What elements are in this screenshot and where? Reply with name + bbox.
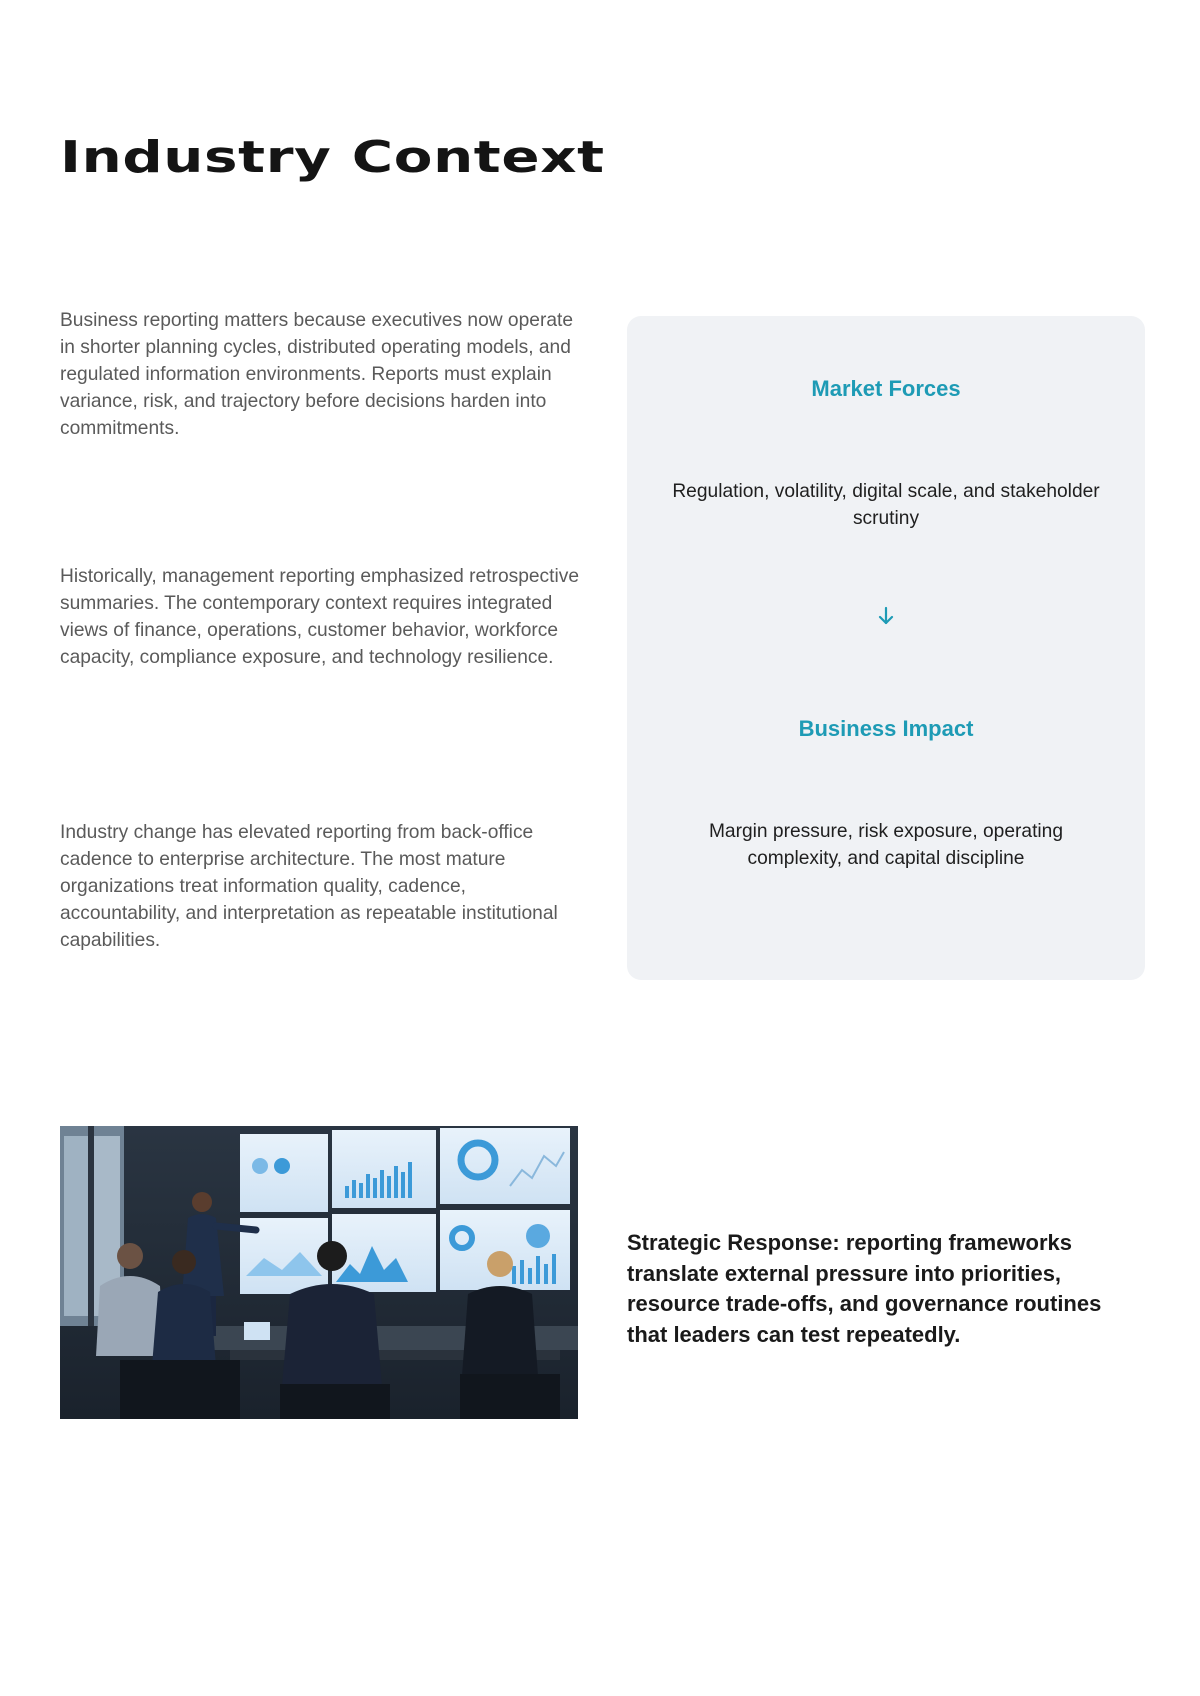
change-paragraph: Industry change has elevated reporting from back-office cadence to enterprise architecture. The most mature organizations treat information quality, cadence, accountability, and interpretation as repeatable institutional capabilities. bbox=[60, 822, 558, 951]
business-impact-text: Margin pressure, risk exposure, operating complexity, and capital discipline bbox=[708, 821, 1064, 869]
page-title: Industry Context bbox=[60, 132, 605, 183]
arrow-down-icon bbox=[627, 606, 1145, 631]
intro-paragraph: Business reporting matters because executives now operate in shorter planning cycles, distributed operating models, and regulated information environments. Reports must explain variance, risk, and trajectory before decisions harden into commitments. bbox=[60, 310, 574, 439]
market-forces-text: Regulation, volatility, digital scale, and stakeholder scrutiny bbox=[672, 481, 1100, 529]
meeting-photo bbox=[60, 1126, 578, 1419]
market-forces-heading: Market Forces bbox=[811, 376, 961, 401]
strategic-response-statement: Strategic Response: reporting frameworks translate external pressure into priorities, resource trade-offs, and governance routines that leaders can test repeatedly. bbox=[627, 1230, 1102, 1347]
business-impact-heading: Business Impact bbox=[798, 716, 974, 741]
history-paragraph: Historically, management reporting emphasized retrospective summaries. The contemporary context requires integrated views of finance, operations, customer behavior, workforce capacity, compliance exposure, and technology resilience. bbox=[60, 566, 580, 668]
forces-impact-panel bbox=[627, 316, 1145, 980]
